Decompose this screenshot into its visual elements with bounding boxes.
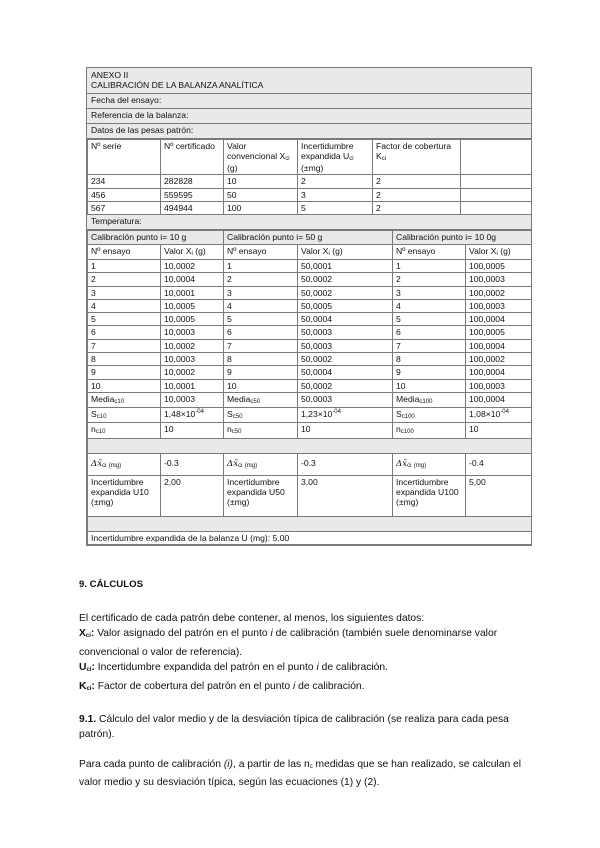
patrones-header-row [88, 139, 532, 175]
header-certificado: Nº certificado [161, 139, 224, 175]
calculos-section [79, 577, 544, 791]
fecha-ensayo-field: Fecha del ensayo: [87, 94, 531, 109]
ensayo-row: 4 10,0005 4 50,0005 4 100,0003 [88, 299, 532, 312]
patrones-table [87, 139, 532, 216]
balanza-incert-row: Incertidumbre expandida de la balanza U (mg): 5.00 [88, 531, 532, 544]
patron-row: 234 282828 10 2 2 [88, 175, 532, 188]
subsection-9-1: 9.1. Cálculo del valor medio y de la desviación típica de calibración (se realiza para cada pesa patrón). [79, 713, 509, 741]
patron-row: 567 494944 100 5 2 [88, 202, 532, 215]
annex-title-line2: CALIBRACIÓN DE LA BALANZA ANALÍTICA [91, 80, 264, 91]
delta-row: $\Delta x̄_{ci}$ $_{(mg)}$ -0.3 $\Delta x̄_{ci}$ $_{(mg)}$ -0.3 $\Delta x̄_{ci}$ $_{(mg)}$ -0.4 [88, 453, 532, 475]
ensayo-row: 7 10,0002 7 50,0003 7 100,0004 [88, 339, 532, 352]
ensayo-row: 3 10,0001 3 50,0002 3 100,0002 [88, 286, 532, 299]
ensayo-row: 1 10,0002 1 50,0001 1 100,0005 [88, 259, 532, 272]
annex-title [87, 68, 531, 94]
kci-definition: $K_{ci}$: Factor de cobertura del patrón en el punto i de calibración. [79, 680, 365, 692]
ensayo-row: 2 10,0004 2 50,0002 2 100,0003 [88, 273, 532, 286]
section-title: 9. CÁLCULOS [79, 579, 143, 590]
ensayo-row: 9 10,0002 9 50,0004 9 100,0004 [88, 366, 532, 379]
header-factor: Factor de cobertura $K_{ci}$ [373, 139, 461, 175]
referencia-balanza-field: Referencia de la balanza: [87, 109, 531, 124]
calib-header-row [88, 231, 532, 244]
header-incertidumbre: Incertidumbre expandida $U_{ci}$ (±mg) [298, 139, 373, 175]
spacer-row [88, 438, 532, 453]
spacer-row [88, 516, 532, 531]
calib-col-header-row: Nº ensayo Valor $X_i$ (g) Nº ensayo Valor $X_i$ (g) Nº ensayo Valor $X_i$ (g) [88, 244, 532, 259]
calib-header-10: Calibración punto i= 10 g [88, 231, 224, 244]
datos-pesas-label: Datos de las pesas patrón: [87, 124, 531, 139]
calibracion-table [87, 230, 532, 545]
patron-row: 456 559595 50 3 2 [88, 188, 532, 201]
calib-header-50: Calibración punto i= 50 g [224, 231, 393, 244]
media-row: Media$_{c10}$ 10,0003 Media$_{c50}$ 50,0003 Media$_{c100}$ 100,0004 [88, 393, 532, 408]
incertidumbre-expandida-row: Incertidumbre expandida U10 (±mg) 2,00 Incertidumbre expandida U50 (±mg) 3,00 Incertidumbre expandida U100 (±mg) 5,00 [88, 475, 532, 516]
desviacion-row: $S_{c10}$ $1,48\times 10^{-04}$ $S_{c50}$ $1,23\times 10^{-04}$ $S_{c100}$ $1,08\times 10^{-04}$ [88, 408, 532, 423]
temperatura-field: Temperatura: [87, 215, 531, 230]
calib-header-100: Calibración punto i= 10 0g [393, 231, 532, 244]
ensayo-row: 10 10,0001 10 50,0002 10 100,0003 [88, 379, 532, 392]
intro-paragraph: El certificado de cada patrón debe contener, al menos, los siguientes datos: [79, 612, 425, 624]
xci-definition: $X_{ci}$: Valor asignado del patrón en el punto i de calibración (también suele denominarse valor convencional o valor de referencia). [79, 628, 498, 658]
calc-paragraph: Para cada punto de calibración (i), a partir de las $n_c$ medidas que se han realizado, se calculan el valor medio y su desviación típica, según las ecuaciones (1) y (2). [79, 758, 522, 789]
header-serie: Nº serie [88, 139, 161, 175]
uci-definition: $U_{ci}$: Incertidumbre expandida del patrón en el punto i de calibración. [79, 662, 388, 674]
header-valor: Valor convencional $X_{ci}$ (g) [224, 139, 298, 175]
ensayo-row: 6 10,0003 6 50,0003 6 100,0005 [88, 326, 532, 339]
header-blank [461, 139, 532, 175]
annex-title-line1: ANEXO II [91, 70, 129, 80]
ensayo-row: 8 10,0003 8 50,0002 8 100,0002 [88, 353, 532, 366]
ensayo-row: 5 10,0005 5 50,0004 5 100,0004 [88, 313, 532, 326]
annex-calibration-form [86, 67, 532, 546]
n-row: $n_{c10}$ 10 $n_{c50}$ 10 $n_{c100}$ 10 [88, 423, 532, 438]
